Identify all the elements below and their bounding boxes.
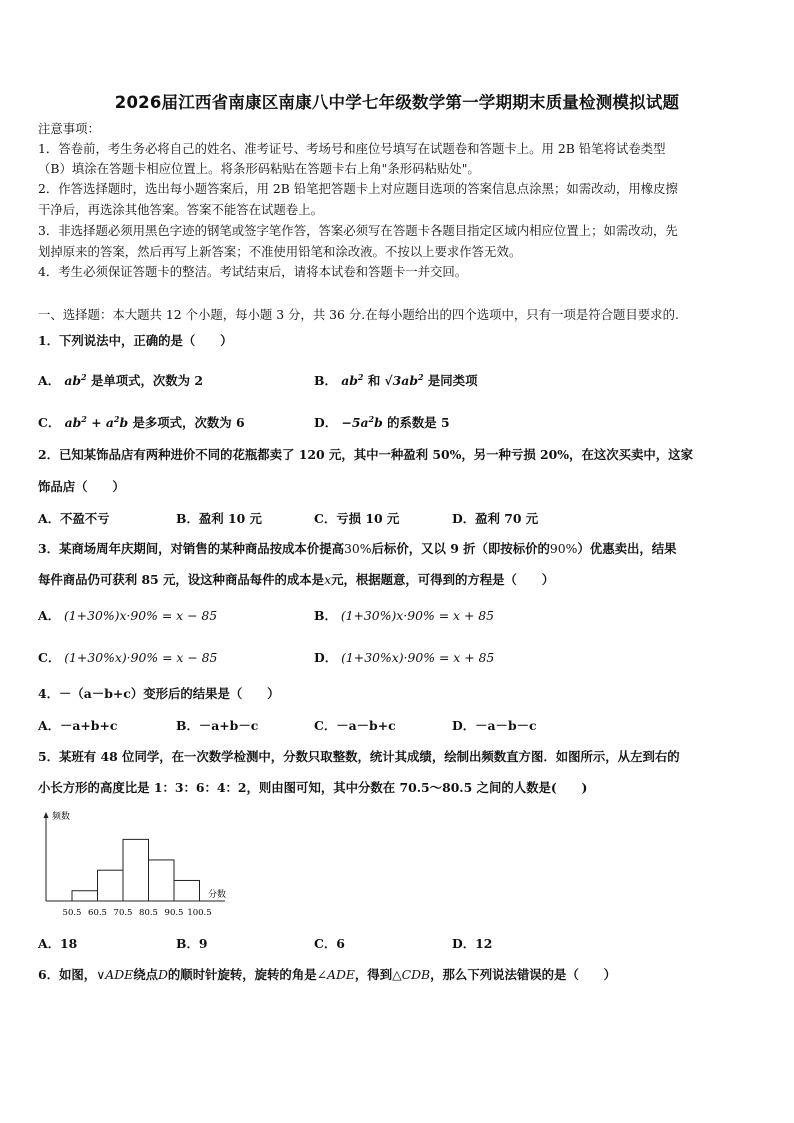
notice-line-6: 划掉原来的答案，然后再写上新答案；不准使用铅笔和涂改液。不按以上要求作答无效。 — [38, 244, 522, 259]
x-tick-label: 70.5 — [113, 908, 133, 918]
q1-option-c[interactable] — [38, 411, 245, 431]
y-axis-label: 频数 — [52, 812, 71, 822]
q1-option-b-mid: 和 — [367, 373, 381, 389]
q6-stem-f: ∠ADE — [316, 967, 355, 982]
q1-option-c-label: C． — [38, 415, 61, 431]
page-title: 2026届江西省南康区南康八中学七年级数学第一学期期末质量检测模拟试题 — [114, 93, 680, 112]
histogram-bar-2 — [98, 870, 124, 901]
histogram-bar-5 — [174, 880, 200, 901]
q3-option-d[interactable] — [314, 650, 494, 666]
q6-stem-e: 的顺时针旋转，旋转的角是 — [167, 967, 317, 982]
q1-option-c-text: 是多项式，次数为 6 — [132, 415, 245, 431]
q3-option-c[interactable] — [38, 650, 217, 666]
q1-option-b[interactable] — [314, 369, 477, 389]
q1-option-c-math: $ab^2 + a^2b$ — [64, 414, 129, 431]
q3-stem-1b: 30% — [344, 541, 372, 556]
notice-line-2: （B）填涂在答题卡相应位置上。将条形码粘贴在答题卡右上角"条形码粘贴处"。 — [38, 161, 480, 176]
q1-option-b-math2: $√3ab^2$ — [384, 372, 424, 389]
q1-option-a[interactable] — [38, 369, 203, 389]
q1-option-b-math1: $ab^2$ — [341, 372, 364, 389]
x-tick-label: 90.5 — [164, 908, 184, 918]
q6-stem-d: D — [157, 967, 168, 982]
q6-stem: 6．如图，∨ADE绕点D的顺时针旋转，旋转的角是∠ADE，得到△CDB，那么下列说法错误的是（ ） — [38, 967, 617, 982]
x-tick-label: 100.5 — [187, 908, 212, 918]
q5-stem-1: 5．某班有 48 位同学，在一次数学检测中，分数只取整数，统计其成绩，绘制出频数直方图．如图所示，从左到右的 — [38, 749, 680, 764]
q1-option-d-math: $-5a^2b$ — [341, 414, 383, 431]
q3-option-c-label: C． — [38, 650, 61, 665]
q3-stem-1 — [38, 541, 677, 557]
q3-stem-2a: 每件商品仍可获利 85 元，设这种商品每件的成本是 — [38, 572, 325, 587]
q4-option-d[interactable]: D．－a－b－c — [452, 718, 537, 733]
q1-option-a-math: $ab^2$ — [64, 372, 87, 389]
q3-stem-1e: ）优惠卖出，结果 — [577, 541, 677, 556]
q1-option-d-text: 的系数是 5 — [387, 415, 450, 431]
q4-stem: 4．－（a－b+c）变形后的结果是（ ） — [38, 686, 280, 701]
q3-stem-1c: 后标价，又以 9 折（即按标价的 — [371, 541, 550, 556]
q2-option-d[interactable]: D．盈利 70 元 — [452, 511, 539, 526]
q5-option-b[interactable]: B．9 — [176, 936, 208, 951]
q3-option-c-eq: (1+30%x)·90% = x − 85 — [64, 650, 218, 665]
histogram-bar-4 — [149, 860, 175, 901]
section-heading: 一、选择题：本大题共 12 个小题，每小题 3 分，共 36 分.在每小题给出的四个选项中，只有一项是符合题目要求的. — [38, 307, 679, 322]
x-tick-label: 50.5 — [62, 908, 82, 918]
q3-stem-2b: x — [324, 572, 332, 587]
x-tick-label: 80.5 — [139, 908, 158, 918]
q6-stem-i: ，那么下列说法错误的是（ ） — [430, 967, 617, 982]
q3-option-d-label: D． — [314, 650, 338, 665]
y-axis-arrow — [44, 812, 49, 818]
q5-option-a[interactable]: A．18 — [38, 936, 78, 951]
q3-stem-1d: 90% — [549, 541, 578, 556]
notice-line-7: 4．考生必须保证答题卡的整洁。考试结束后，请将本试卷和答题卡一并交回。 — [38, 264, 468, 279]
q4-option-b[interactable]: B．－a+b－c — [176, 718, 259, 733]
q4-option-c[interactable]: C．－a－b+c — [314, 718, 396, 733]
notice-line-4: 干净后，再选涂其他答案。答案不能答在试题卷上。 — [38, 202, 323, 217]
q3-option-a-label: A． — [38, 608, 61, 623]
notice-heading: 注意事项： — [38, 121, 100, 136]
q3-stem-2 — [38, 572, 554, 588]
q6-stem-a: 6．如图， — [38, 967, 97, 982]
q5-option-c[interactable]: C．6 — [314, 936, 345, 951]
q2-option-b[interactable]: B．盈利 10 元 — [176, 511, 262, 526]
x-tick-label: 60.5 — [88, 908, 107, 918]
q3-stem-2c: 元，根据题意，可得到的方程是（ ） — [331, 572, 555, 587]
x-axis-label: 分数 — [208, 890, 227, 900]
q3-option-a[interactable] — [38, 608, 217, 624]
q1-option-a-label: A． — [38, 373, 61, 389]
q2-option-a[interactable]: A．不盈不亏 — [38, 511, 110, 526]
q6-stem-b: ADE — [105, 967, 134, 982]
q3-option-d-eq: (1+30%x)·90% = x + 85 — [341, 650, 495, 665]
q2-stem-2: 饰品店（ ） — [38, 479, 125, 494]
q1-option-b-text: 是同类项 — [427, 373, 478, 389]
q3-option-a-eq: (1+30%)x·90% = x − 85 — [63, 608, 218, 623]
histogram-bar-3 — [123, 839, 149, 901]
notice-line-3: 2．作答选择题时，选出每小题答案后，用 2B 铅笔把答题卡上对应题目选项的答案信息点涂黑；如需改动，用橡皮擦 — [38, 181, 678, 196]
frequency-histogram — [30, 806, 230, 926]
notice-line-5: 3．非选择题必须用黑色字迹的钢笔或签字笔作答，答案必须写在答题卡各题目指定区域内相应位置上；如需改动，先 — [38, 223, 678, 238]
q1-option-b-label: B． — [314, 373, 337, 389]
q2-stem-1: 2．已知某饰品店有两种进价不同的花瓶都卖了 120 元，其中一种盈利 50%，另一种亏损 20%，在这次买卖中，这家 — [38, 447, 693, 462]
q6-stem-h: △CDB — [392, 967, 431, 982]
q4-option-a[interactable]: A．－a+b+c — [38, 718, 118, 733]
q5-option-d[interactable]: D．12 — [452, 936, 493, 951]
q3-stem-1a: 3．某商场周年庆期间，对销售的某种商品按成本价提高 — [38, 541, 344, 556]
q1-option-a-text: 是单项式，次数为 2 — [90, 373, 204, 389]
q2-option-c[interactable]: C．亏损 10 元 — [314, 511, 400, 526]
q6-stem-g: ，得到 — [354, 967, 393, 982]
q1-stem: 1．下列说法中，正确的是（ ） — [38, 333, 233, 348]
q5-stem-2: 小长方形的高度比是 1：3：6：4：2，则由图可知，其中分数在 70.5～80.5 之间的人数是( ) — [38, 780, 588, 795]
q1-option-d[interactable] — [314, 411, 450, 431]
q3-option-b-label: B． — [314, 608, 337, 623]
q1-option-d-label: D． — [314, 415, 338, 431]
q3-option-b[interactable] — [314, 608, 494, 624]
q3-option-b-eq: (1+30%)x·90% = x + 85 — [340, 608, 495, 623]
notice-line-1: 1．答卷前，考生务必将自己的姓名、准考证号、考场号和座位号填写在试题卷和答题卡上。用 2B 铅笔将试卷类型 — [38, 141, 666, 156]
q6-stem-c: 绕点 — [133, 967, 158, 982]
histogram-bar-1 — [72, 891, 98, 901]
